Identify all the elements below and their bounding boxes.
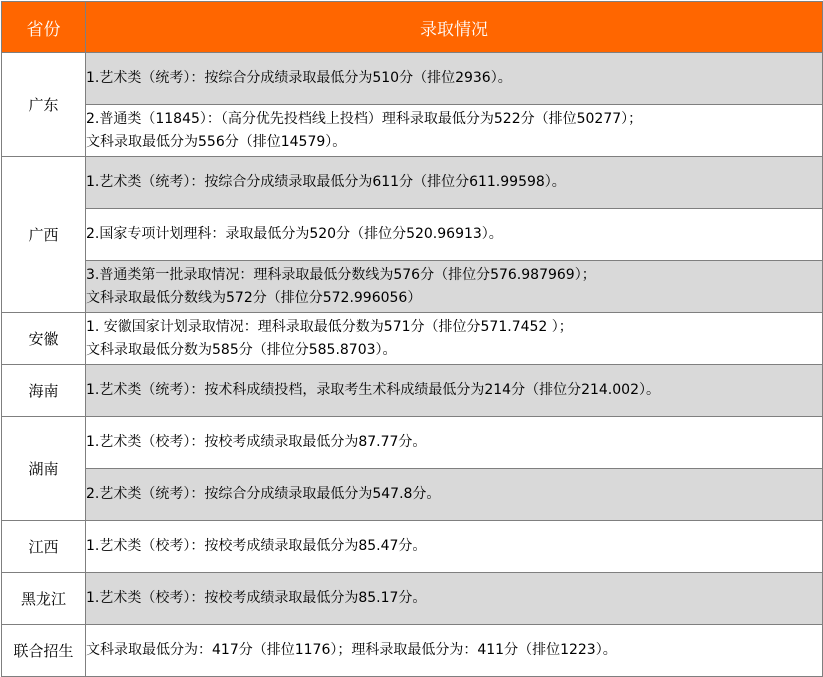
info-line: 1.艺术类（校考）：按校考成绩录取最低分为85.17分。 — [86, 590, 427, 606]
admission-table — [1, 1, 823, 677]
province-cell-hainan: 海南 — [2, 365, 86, 417]
province-cell-joint-admission: 联合招生 — [2, 625, 86, 677]
province-cell-heilongjiang: 黑龙江 — [2, 573, 86, 625]
table-row — [2, 157, 823, 209]
province-cell-jiangxi: 江西 — [2, 521, 86, 573]
info-cell — [86, 469, 823, 521]
province-cell-anhui: 安徽 — [2, 313, 86, 365]
info-line: 1.艺术类（统考）：按综合分成绩录取最低分为510分（排位2936）。 — [86, 70, 512, 86]
info-line: 1.艺术类（校考）：按校考成绩录取最低分为87.77分。 — [86, 434, 427, 450]
info-cell — [86, 573, 823, 625]
header-row — [2, 2, 823, 53]
info-cell — [86, 53, 823, 105]
info-line: 文科录取最低分为：417分（排位1176）；理科录取最低分为：411分（排位1223）。 — [86, 642, 617, 658]
info-cell — [86, 261, 823, 313]
info-cell — [86, 209, 823, 261]
table-row — [2, 261, 823, 313]
info-line: 2.普通类（11845）：（高分优先投档线上投档）理科录取最低分为522分（排位50277）； — [86, 110, 643, 127]
info-cell — [86, 625, 823, 677]
table-row — [2, 469, 823, 521]
info-line: 文科录取最低分数线为572分（排位分572.996056） — [86, 289, 422, 306]
info-cell — [86, 105, 823, 157]
province-header: 省份 — [2, 2, 86, 53]
info-cell — [86, 521, 823, 573]
info-line: 文科录取最低分为556分（排位14579）。 — [86, 133, 347, 150]
info-header: 录取情况 — [86, 2, 823, 53]
table-row — [2, 53, 823, 105]
info-line: 3.普通类第一批录取情况：理科录取最低分数线为576分（排位分576.987969）； — [86, 266, 596, 283]
table-row — [2, 365, 823, 417]
province-cell-guangxi: 广西 — [2, 157, 86, 313]
info-line: 1.艺术类（统考）：按术科成绩投档，录取考生术科成绩最低分为214分（排位分214.002）。 — [86, 382, 660, 398]
table-row — [2, 573, 823, 625]
table-row — [2, 625, 823, 677]
table-row — [2, 313, 823, 365]
info-cell — [86, 417, 823, 469]
info-line: 2.国家专项计划理科：录取最低分为520分（排位分520.96913）。 — [86, 226, 503, 242]
table-row — [2, 105, 823, 157]
table-row — [2, 521, 823, 573]
table-row — [2, 209, 823, 261]
info-line: 1. 安徽国家计划录取情况：理科录取最低分数为571分（排位分571.7452 ）； — [86, 318, 573, 335]
info-line: 文科录取最低分数为585分（排位分585.8703）。 — [86, 341, 397, 358]
info-line: 1.艺术类（校考）：按校考成绩录取最低分为85.47分。 — [86, 538, 427, 554]
province-cell-hunan: 湖南 — [2, 417, 86, 521]
table-row — [2, 417, 823, 469]
info-line: 1.艺术类（统考）：按综合分成绩录取最低分为611分（排位分611.99598）。 — [86, 174, 566, 190]
info-cell — [86, 157, 823, 209]
info-cell — [86, 365, 823, 417]
province-cell-guangdong: 广东 — [2, 53, 86, 157]
info-cell — [86, 313, 823, 365]
info-line: 2.艺术类（统考）：按综合分成绩录取最低分为547.8分。 — [86, 486, 441, 502]
